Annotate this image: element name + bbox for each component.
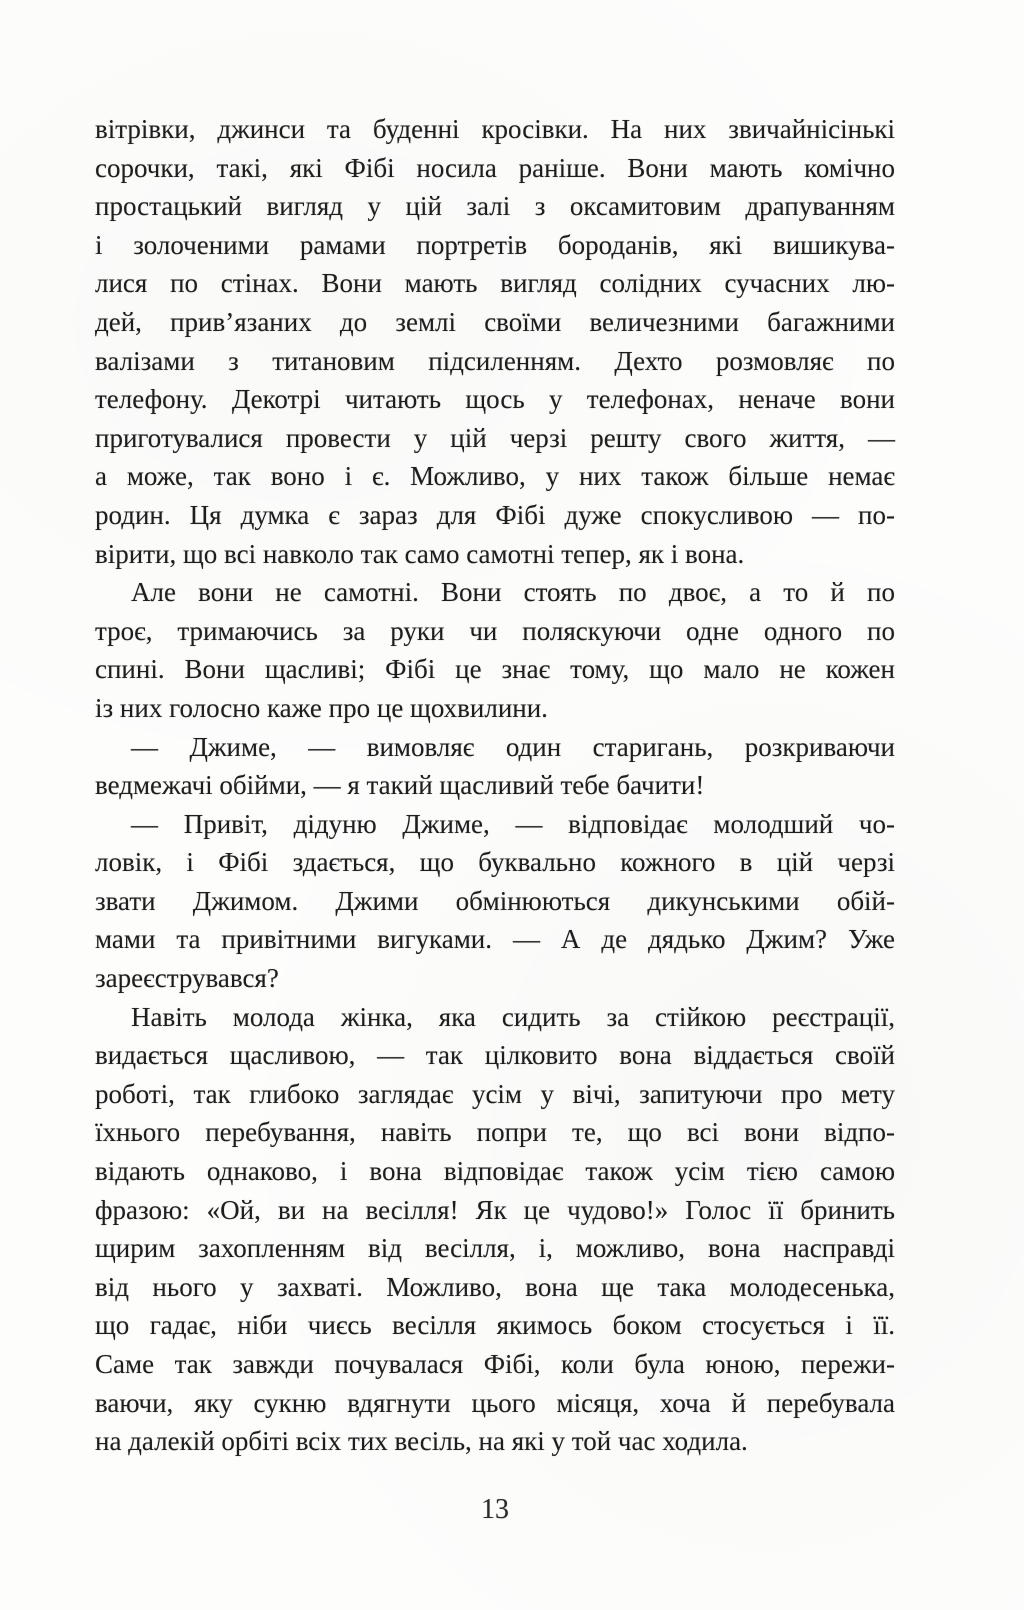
text-line: відають однаково, і вона відповідає також усім тією самою — [95, 1156, 895, 1187]
text-line: Саме так завжди почувалася Фібі, коли була юною, пережи- — [95, 1349, 895, 1379]
page-text — [95, 110, 895, 1461]
text-line: мами та привітними вигуками. — А де дядько Джим? Уже — [95, 924, 895, 955]
text-line: валізами з титановим підсиленням. Дехто розмовляє по — [95, 345, 895, 376]
text-line: роботі, так глибоко заглядає усім у вічі, запитуючи про мету — [95, 1078, 895, 1109]
text-line: дей, прив’язаних до землі своїми величезними багажними — [95, 306, 895, 337]
text-line: родин. Ця думка є зараз для Фібі дуже спокусливою — по- — [95, 499, 895, 530]
text-line: вірити, що всі навколо так само самотні тепер, як і вона. — [95, 538, 745, 569]
text-line: фразою: «Ой, ви на весілля! Як це чудово!» Голос її бринить — [95, 1194, 895, 1225]
text-line: приготувалися провести у цій черзі решту свого життя, — — [95, 422, 895, 453]
text-line: телефону. Декотрі читають щось у телефонах, неначе вони — [95, 384, 895, 415]
text-line: Але вони не самотні. Вони стоять по двоє, а то й по — [131, 577, 895, 608]
text-line: щирим захопленням від весілля, і, можливо, вона насправді — [95, 1233, 895, 1264]
text-line: — Джиме, — вимовляє один старигань, розкриваючи — [131, 731, 895, 762]
text-line: звати Джимом. Джими обмінюються дикунськими обій- — [95, 885, 895, 916]
text-line: ваючи, яку сукню вдягнути цього місяця, хоча й перебувала — [95, 1387, 895, 1418]
text-line: а може, так воно і є. Можливо, у них також більше немає — [95, 461, 895, 492]
text-line: троє, тримаючись за руки чи поляскуючи одне одного по — [95, 615, 895, 646]
text-line: від нього у захваті. Можливо, вона ще така молодесенька, — [95, 1271, 895, 1302]
paragraph — [95, 805, 895, 998]
text-line: лися по стінах. Вони мають вигляд солідних сучасних лю- — [95, 268, 895, 299]
paragraph — [95, 110, 895, 573]
text-line: видається щасливою, — так цілковито вона віддається своїй — [95, 1040, 895, 1071]
text-line: зареєструвався? — [95, 963, 279, 994]
text-line: вітрівки, джинси та буденні кросівки. На них звичайнісінькі — [95, 114, 895, 144]
text-line: ловік, і Фібі здається, що буквально кожного в цій черзі — [95, 847, 895, 878]
text-line: на далекій орбіті всіх тих весіль, на які у той час ходила. — [95, 1426, 748, 1457]
text-line: і золоченими рамами портретів бороданів, які вишикува- — [95, 229, 895, 260]
paragraph — [95, 573, 895, 727]
text-line: Навіть молода жінка, яка сидить за стійкою реєстрації, — [131, 1001, 895, 1032]
paragraph — [95, 998, 895, 1461]
text-line: із них голосно каже про це щохвилини. — [95, 692, 548, 723]
text-line: ведмежачі обійми, — я такий щасливий тебе бачити! — [95, 770, 705, 801]
paragraph — [95, 728, 895, 805]
text-line: спині. Вони щасливі; Фібі це знає тому, що мало не кожен — [95, 654, 895, 685]
text-line: що гадає, ніби чиєсь весілля якимось боком стосується і її. — [95, 1310, 895, 1341]
text-line: сорочки, такі, які Фібі носила раніше. Вони мають комічно — [95, 152, 895, 183]
text-line: їхнього перебування, навіть попри те, що всі вони відпо- — [95, 1117, 895, 1148]
page-number: 13 — [481, 1494, 509, 1525]
text-line: — Привіт, дідуню Джиме, — відповідає молодший чо- — [131, 808, 895, 839]
text-line: простацький вигляд у цій залі з оксамитовим драпуванням — [95, 191, 895, 222]
